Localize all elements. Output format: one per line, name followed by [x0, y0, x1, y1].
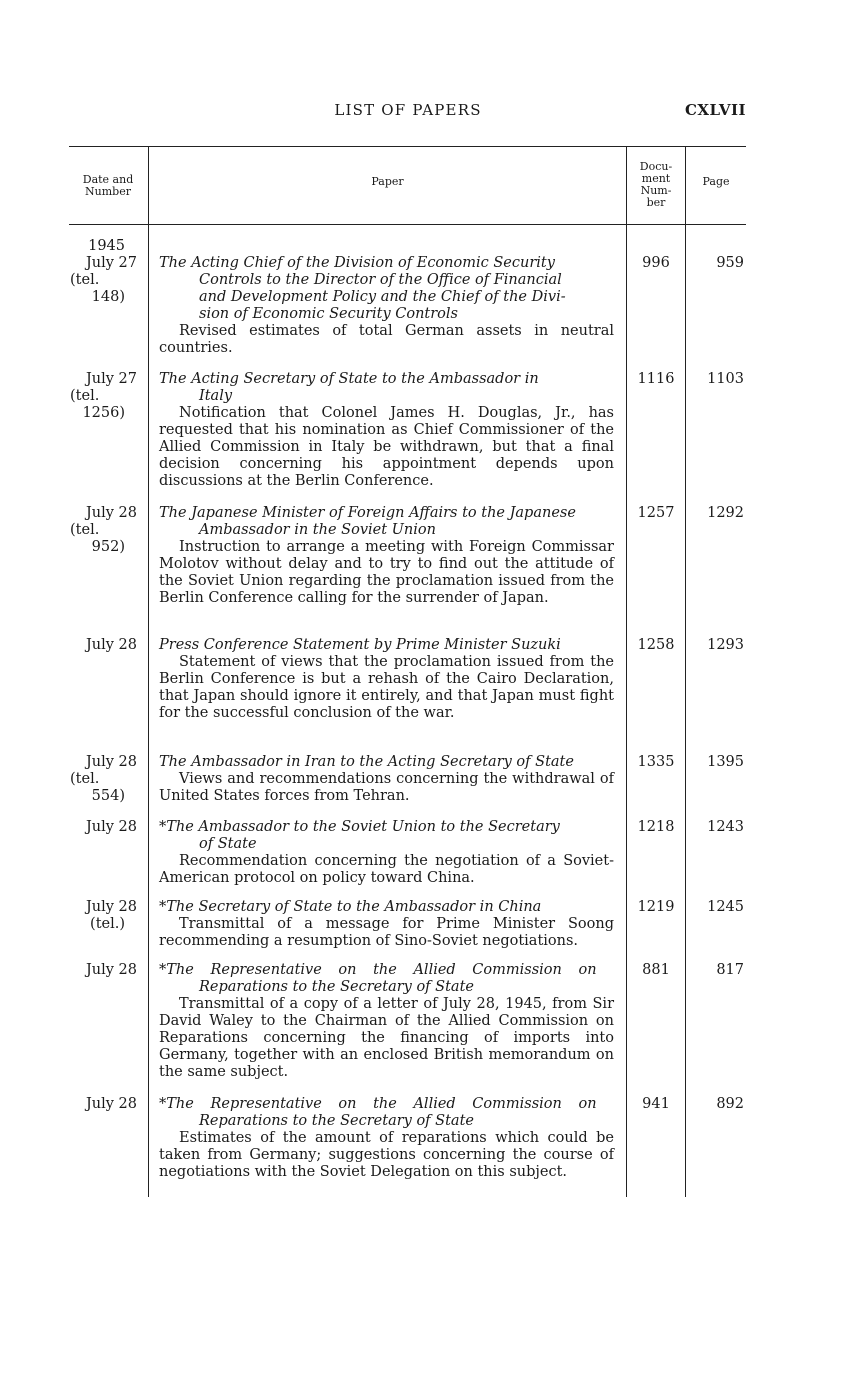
- entry-document-number: 1258: [637, 637, 675, 653]
- entry-paper: [159, 962, 614, 1081]
- entry-title: *The Representative on the Allied Commission on Reparations to the Secretary of State: [159, 962, 597, 995]
- entry-document-number: 1219: [637, 899, 675, 915]
- entry-description: Estimates of the amount of reparations which could be taken from Germany; suggestions concerning the course of negotiations with the Soviet Delegation on this subject.: [159, 1130, 614, 1180]
- column-divider-date: [148, 146, 149, 1197]
- table-top-rule: [69, 146, 746, 147]
- entry-page-number: 1293: [707, 637, 744, 653]
- entry-date: July 28 (tel. 554): [70, 754, 137, 804]
- column-header-document: Docu- ment Num- ber: [639, 160, 673, 209]
- entry-title: The Acting Secretary of State to the Ambassador in Italy: [159, 371, 539, 404]
- entry-document-number: 996: [642, 255, 670, 271]
- entry-date: July 28 (tel. 952): [70, 505, 137, 555]
- entry-page-number: 1243: [707, 819, 744, 835]
- entry-paper: [159, 255, 614, 357]
- entry-page-number: 1245: [707, 899, 744, 915]
- entry-description: Statement of views that the proclamation issued from the Berlin Conference is but a rehash of the Cairo Declaration, that Japan should ignore it entirely, and that Japan must fight for the successful conclusion of the war.: [159, 654, 614, 721]
- entry-description: Transmittal of a copy of a letter of July 28, 1945, from Sir David Waley to the Chairman of the Allied Commission on Reparations concerning the financing of imports into Germany, together with an enclosed British memorandum on the same subject.: [159, 996, 614, 1080]
- entry-description: Transmittal of a message for Prime Minister Soong recommending a resumption of Sino-Soviet negotiations.: [159, 916, 614, 949]
- column-header-page: Page: [702, 175, 730, 188]
- entry-document-number: 1335: [637, 754, 675, 770]
- entry-paper: [159, 754, 614, 805]
- entry-description: Notification that Colonel James H. Douglas, Jr., has requested that his nomination as Chief Commissioner of the Allied Commission in Italy be withdrawn, but that a final decision concerning his appointment depends upon discussions at the Berlin Conference.: [159, 405, 614, 489]
- entry-document-number: 1257: [637, 505, 675, 521]
- entry-title: The Ambassador in Iran to the Acting Secretary of State: [159, 754, 574, 770]
- entry-description: Revised estimates of total German assets in neutral countries.: [159, 323, 614, 356]
- entry-title: The Acting Chief of the Division of Economic Security Controls to the Director of the Office of Financial and Development Policy and the Chief of the Divi- sion of Economic Security Controls: [159, 255, 566, 322]
- page-number: CXLVII: [684, 101, 746, 119]
- entry-description: Recommendation concerning the negotiation of a Soviet-American protocol on policy toward China.: [159, 853, 614, 886]
- entry-date: July 28: [85, 819, 137, 835]
- entry-page-number: 817: [716, 962, 744, 978]
- entry-title: *The Ambassador to the Soviet Union to the Secretary of State: [159, 819, 560, 852]
- year-label: 1945: [88, 238, 125, 254]
- entry-date: July 28 (tel.): [85, 899, 137, 932]
- column-divider-paper: [626, 146, 627, 1197]
- entry-page-number: 892: [716, 1096, 744, 1112]
- entry-page-number: 1395: [707, 754, 744, 770]
- entry-page-number: 1292: [707, 505, 744, 521]
- entry-title: The Japanese Minister of Foreign Affairs to the Japanese Ambassador in the Soviet Union: [159, 505, 576, 538]
- entry-description: Views and recommendations concerning the withdrawal of United States forces from Tehran.: [159, 771, 614, 804]
- page-title: LIST OF PAPERS: [334, 101, 482, 119]
- entry-title: *The Representative on the Allied Commission on Reparations to the Secretary of State: [159, 1096, 597, 1129]
- entry-date: July 28: [85, 962, 137, 978]
- column-header-date: Date and Number: [82, 173, 134, 198]
- entry-date: July 27 (tel. 148): [70, 255, 137, 305]
- entry-document-number: 881: [642, 962, 670, 978]
- entry-document-number: 1116: [637, 371, 675, 387]
- entry-title: *The Secretary of State to the Ambassador in China: [159, 899, 542, 915]
- entry-paper: [159, 1096, 614, 1181]
- column-divider-document: [685, 146, 686, 1197]
- entry-description: Instruction to arrange a meeting with Foreign Commissar Molotov without delay and to try to find out the attitude of the Soviet Union regarding the proclamation issued from the Berlin Conference calling for the surrender of Japan.: [159, 539, 614, 606]
- entry-paper: [159, 371, 614, 490]
- entry-paper: [159, 637, 614, 722]
- entry-paper: [159, 505, 614, 607]
- entry-date: July 28: [85, 637, 137, 653]
- header-bottom-rule: [69, 224, 746, 225]
- column-header-paper: Paper: [371, 175, 404, 188]
- entry-paper: [159, 819, 614, 887]
- entry-page-number: 959: [716, 255, 744, 271]
- entry-paper: [159, 899, 614, 950]
- entry-title: Press Conference Statement by Prime Minister Suzuki: [159, 637, 561, 653]
- entry-date: July 27 (tel. 1256): [70, 371, 137, 421]
- entry-document-number: 941: [642, 1096, 670, 1112]
- entry-page-number: 1103: [707, 371, 744, 387]
- entry-date: July 28: [85, 1096, 137, 1112]
- entry-document-number: 1218: [637, 819, 675, 835]
